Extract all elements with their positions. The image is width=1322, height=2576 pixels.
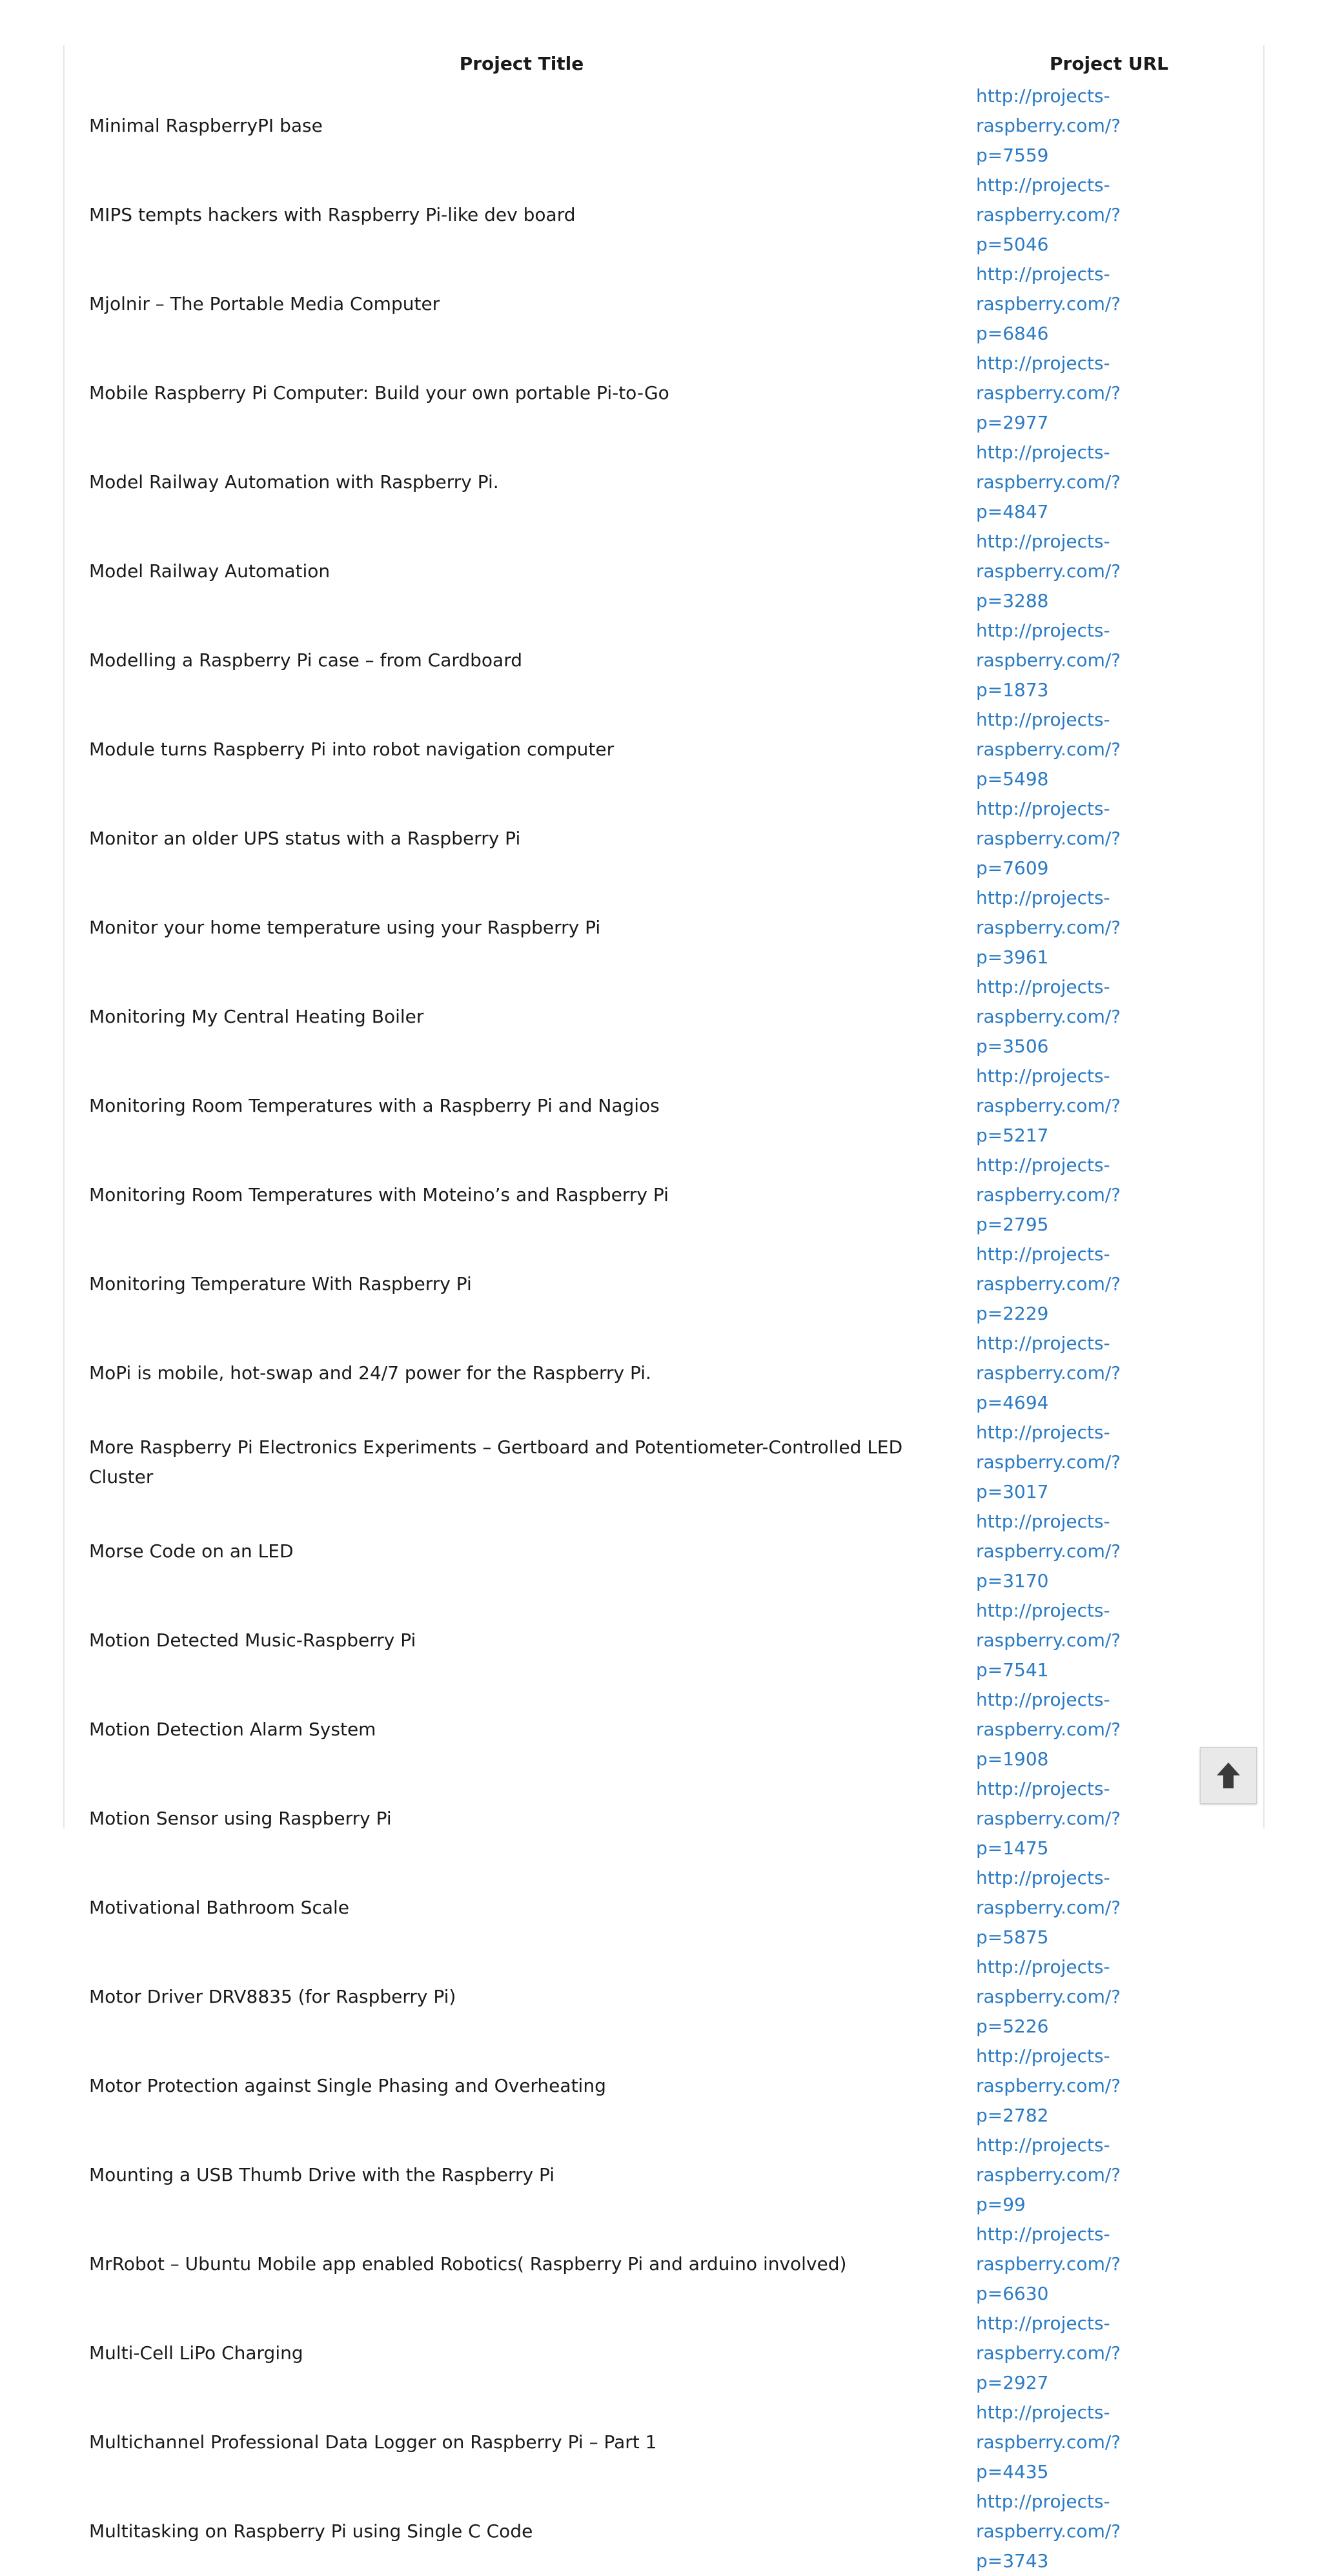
project-url-cell [967,1329,1251,1418]
project-url-line2: p=3170 [976,1570,1049,1591]
project-url-link[interactable] [976,349,1251,438]
project-url-link[interactable] [976,1150,1251,1240]
project-url-line1: http://projects-raspberry.com/? [976,1154,1121,1205]
project-url-line2: p=4694 [976,1392,1049,1413]
project-url-line2: p=4847 [976,501,1049,522]
project-url-link[interactable] [976,527,1251,616]
project-title: Motion Detected Music-Raspberry Pi [89,1630,416,1651]
project-title: Model Railway Automation [89,560,330,582]
project-title: MoPi is mobile, hot-swap and 24/7 power for the Raspberry Pi. [89,1362,651,1384]
project-url-line1: http://projects-raspberry.com/? [976,2045,1121,2096]
project-url-cell [967,81,1251,170]
project-url-line1: http://projects-raspberry.com/? [976,976,1121,1027]
project-title: Mounting a USB Thumb Drive with the Raspberry Pi [89,2164,555,2185]
project-url-cell [967,1596,1251,1685]
project-url-link[interactable] [976,1596,1251,1685]
project-url-line2: p=3506 [976,1036,1049,1057]
arrow-up-icon [1215,1761,1241,1790]
project-url-line2: p=2229 [976,1303,1049,1324]
table-row [76,1952,1251,2041]
project-title: Multi-Cell LiPo Charging [89,2342,303,2364]
project-url-line2: p=5498 [976,768,1049,790]
table-row [76,1329,1251,1418]
project-url-link[interactable] [976,1061,1251,1150]
table-row [76,2309,1251,2398]
project-url-line2: p=1475 [976,1837,1049,1859]
table-row [76,1685,1251,1774]
project-title: Morse Code on an LED [89,1540,294,1562]
project-url-line1: http://projects-raspberry.com/? [976,709,1121,760]
project-title: Motor Protection against Single Phasing and Overheating [89,2075,606,2096]
table-row [76,2487,1251,2576]
project-url-cell [967,1061,1251,1150]
project-url-link[interactable] [976,2398,1251,2487]
table-row [76,1150,1251,1240]
project-url-line1: http://projects-raspberry.com/? [976,1511,1121,1562]
project-url-link[interactable] [976,972,1251,1061]
table-row [76,972,1251,1061]
project-url-link[interactable] [976,438,1251,527]
project-url-cell [967,2487,1251,2576]
project-title: Mobile Raspberry Pi Computer: Build your own portable Pi-to-Go [89,382,669,404]
project-url-cell [967,1952,1251,2041]
project-url-link[interactable] [976,1240,1251,1329]
project-title: Motor Driver DRV8835 (for Raspberry Pi) [89,1986,456,2007]
project-url-cell [967,883,1251,972]
table-header-row [76,45,1251,81]
project-url-cell [967,2309,1251,2398]
project-url-line2: p=4435 [976,2461,1049,2482]
project-url-link[interactable] [976,705,1251,794]
table-row [76,1418,1251,1507]
project-url-link[interactable] [976,1952,1251,2041]
project-url-cell [967,1863,1251,1952]
project-url-line1: http://projects-raspberry.com/? [976,1867,1121,1918]
table-row [76,1061,1251,1150]
project-url-line1: http://projects-raspberry.com/? [976,85,1121,136]
project-url-link[interactable] [976,1418,1251,1507]
project-title: Monitoring My Central Heating Boiler [89,1006,424,1027]
project-url-line1: http://projects-raspberry.com/? [976,174,1121,225]
table-row [76,260,1251,349]
project-url-line1: http://projects-raspberry.com/? [976,263,1121,314]
project-url-link[interactable] [976,1507,1251,1596]
project-url-line2: p=7541 [976,1659,1049,1681]
project-url-line1: http://projects-raspberry.com/? [976,353,1121,404]
project-url-line1: http://projects-raspberry.com/? [976,1243,1121,1294]
project-title: Model Railway Automation with Raspberry Pi. [89,471,499,493]
project-url-link[interactable] [976,2131,1251,2220]
table-row [76,616,1251,705]
table-row [76,794,1251,883]
project-title: Mjolnir – The Portable Media Computer [89,293,440,314]
project-url-cell [967,1150,1251,1240]
project-url-cell [967,2041,1251,2131]
project-url-line1: http://projects-raspberry.com/? [976,2313,1121,2364]
project-url-line2: p=3017 [976,1481,1049,1502]
project-title: Monitoring Room Temperatures with Moteino’s and Raspberry Pi [89,1184,669,1205]
project-url-line2: p=2795 [976,1214,1049,1235]
project-url-line1: http://projects-raspberry.com/? [976,2134,1121,2185]
table-row [76,1240,1251,1329]
project-url-cell [967,972,1251,1061]
project-url-cell [967,438,1251,527]
project-url-cell [967,2220,1251,2309]
project-url-line2: p=1873 [976,679,1049,700]
project-url-line1: http://projects-raspberry.com/? [976,620,1121,671]
project-url-line2: p=7559 [976,145,1049,166]
project-url-line2: p=3288 [976,590,1049,611]
table-row [76,1863,1251,1952]
project-url-line2: p=5226 [976,2016,1049,2037]
project-url-line1: http://projects-raspberry.com/? [976,1065,1121,1116]
project-url-cell [967,794,1251,883]
project-url-cell [967,2131,1251,2220]
project-url-line2: p=6630 [976,2283,1049,2304]
project-url-link[interactable] [976,616,1251,705]
table-row [76,1774,1251,1863]
project-title: Minimal RaspberryPI base [89,115,323,136]
project-url-cell [967,349,1251,438]
table-row [76,2131,1251,2220]
project-title: Motion Detection Alarm System [89,1719,376,1740]
project-url-line2: p=3961 [976,946,1049,968]
project-url-line2: p=6846 [976,323,1049,344]
back-to-top-button[interactable] [1200,1747,1257,1804]
project-title: Monitor an older UPS status with a Raspberry Pi [89,828,521,849]
table-body [76,81,1251,2576]
project-title: MrRobot – Ubuntu Mobile app enabled Robotics( Raspberry Pi and arduino involved) [89,2253,847,2274]
table-row [76,349,1251,438]
project-url-line2: p=5217 [976,1125,1049,1146]
project-url-link[interactable] [976,2487,1251,2576]
project-title: Monitoring Temperature With Raspberry Pi [89,1273,472,1294]
project-url-line2: p=99 [976,2194,1026,2215]
project-url-link[interactable] [976,2309,1251,2398]
column-header-title: Project Title [459,52,584,74]
project-url-line2: p=3743 [976,2550,1049,2571]
table-row [76,170,1251,260]
project-url-line2: p=2977 [976,412,1049,433]
project-title: Modelling a Raspberry Pi case – from Cardboard [89,649,523,671]
table-row [76,2398,1251,2487]
project-url-line1: http://projects-raspberry.com/? [976,1422,1121,1473]
project-url-link[interactable] [976,1863,1251,1952]
projects-table [76,45,1251,2576]
project-url-line1: http://projects-raspberry.com/? [976,887,1121,938]
project-url-line1: http://projects-raspberry.com/? [976,2491,1121,2542]
project-url-cell [967,527,1251,616]
project-url-link[interactable] [976,260,1251,349]
project-url-line1: http://projects-raspberry.com/? [976,2223,1121,2274]
table-row [76,883,1251,972]
project-url-link[interactable] [976,883,1251,972]
table-row [76,1507,1251,1596]
project-url-cell [967,1418,1251,1507]
project-url-cell [967,705,1251,794]
project-url-link[interactable] [976,1329,1251,1418]
project-url-line1: http://projects-raspberry.com/? [976,442,1121,493]
table-row [76,705,1251,794]
table-row [76,1596,1251,1685]
project-url-line1: http://projects-raspberry.com/? [976,531,1121,582]
project-title: MIPS tempts hackers with Raspberry Pi-like dev board [89,204,576,225]
project-url-link[interactable] [976,2220,1251,2309]
project-url-cell [967,260,1251,349]
project-url-link[interactable] [976,81,1251,170]
project-url-line1: http://projects-raspberry.com/? [976,1333,1121,1384]
project-url-line2: p=5046 [976,234,1049,255]
project-url-line2: p=1908 [976,1748,1049,1770]
project-url-link[interactable] [976,2041,1251,2131]
table-row [76,2041,1251,2131]
project-url-link[interactable] [976,794,1251,883]
table-row [76,527,1251,616]
project-url-line1: http://projects-raspberry.com/? [976,1956,1121,2007]
project-url-line1: http://projects-raspberry.com/? [976,798,1121,849]
project-url-cell [967,170,1251,260]
table-row [76,2220,1251,2309]
project-title: Motivational Bathroom Scale [89,1897,350,1918]
project-url-line2: p=5875 [976,1927,1049,1948]
project-url-line1: http://projects-raspberry.com/? [976,1778,1121,1829]
project-url-line1: http://projects-raspberry.com/? [976,1689,1121,1740]
project-url-line2: p=2782 [976,2105,1049,2126]
project-title: Monitoring Room Temperatures with a Raspberry Pi and Nagios [89,1095,660,1116]
project-url-cell [967,2398,1251,2487]
project-title: Motion Sensor using Raspberry Pi [89,1808,392,1829]
project-title: Module turns Raspberry Pi into robot navigation computer [89,739,615,760]
project-url-line1: http://projects-raspberry.com/? [976,1600,1121,1651]
project-url-line2: p=7609 [976,857,1049,879]
project-url-cell [967,1507,1251,1596]
project-title: Multitasking on Raspberry Pi using Single C Code [89,2520,533,2542]
table-row [76,81,1251,170]
project-title: More Raspberry Pi Electronics Experiments – Gertboard and Potentiometer-Controlled LED Cluster [89,1436,903,1487]
project-url-link[interactable] [976,170,1251,260]
project-title: Monitor your home temperature using your Raspberry Pi [89,917,601,938]
column-header-url: Project URL [1049,52,1169,74]
table-row [76,438,1251,527]
project-url-cell [967,1240,1251,1329]
project-url-line1: http://projects-raspberry.com/? [976,2402,1121,2453]
project-url-cell [967,616,1251,705]
project-title: Multichannel Professional Data Logger on Raspberry Pi – Part 1 [89,2431,657,2453]
project-url-line2: p=2927 [976,2372,1049,2393]
